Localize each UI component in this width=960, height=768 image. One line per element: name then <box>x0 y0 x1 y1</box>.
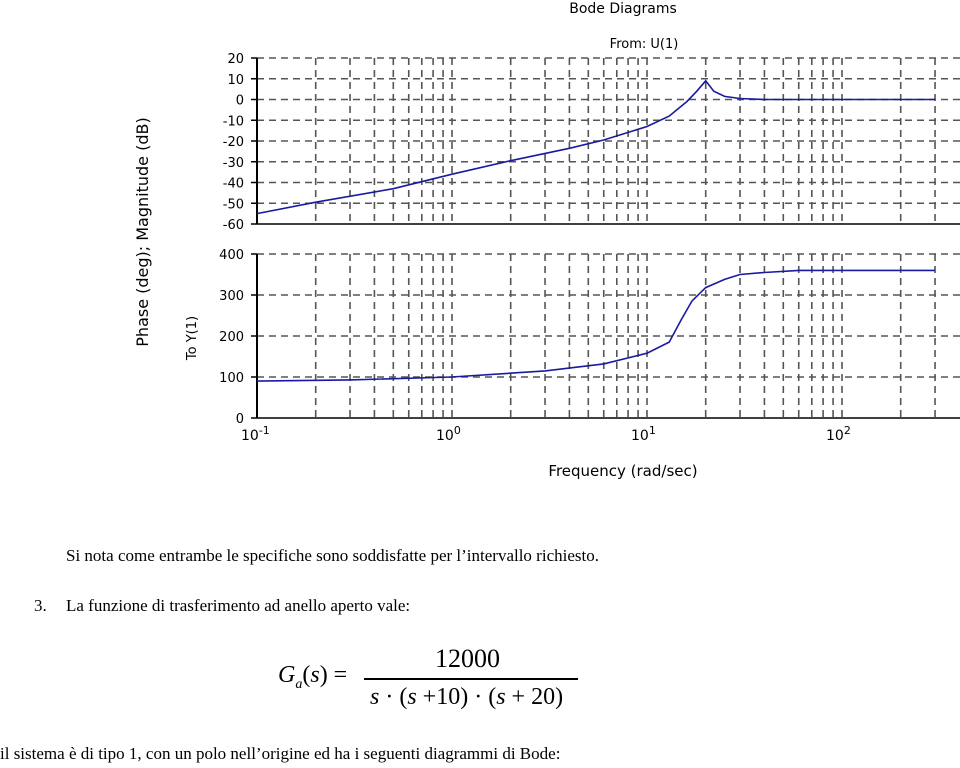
magnitude-y-tick-label: 0 <box>235 93 244 109</box>
magnitude-panel <box>223 52 960 233</box>
formula-lhs: $G_a(s)$ = <box>278 662 348 692</box>
phase-y-tick-label: 200 <box>219 330 244 345</box>
x-tick-label: $10^{-1}$ <box>241 424 270 444</box>
phase-y-tick-label: 0 <box>235 412 244 427</box>
y-axis-label-group <box>133 117 200 361</box>
x-tick-labels <box>241 424 851 444</box>
phase-y-tick-label: 100 <box>219 371 244 386</box>
list-item-number: 3. <box>34 596 47 615</box>
phase-y-tick-label: 400 <box>219 248 244 263</box>
transfer-function-formula <box>270 640 590 720</box>
magnitude-y-tick-label: 10 <box>227 72 244 88</box>
magnitude-y-tick-label: 20 <box>227 52 244 67</box>
output-label: To Y(1) <box>185 315 200 361</box>
formula-numerator: 12000 <box>435 644 500 673</box>
x-tick-label: $10^1$ <box>631 424 656 444</box>
paragraph-specifiche: Si nota come entrambe le specifiche sono soddisfatte per l’intervallo richiesto. <box>66 546 599 565</box>
magnitude-y-tick-label: -40 <box>222 176 244 192</box>
magnitude-y-ticks <box>223 52 257 233</box>
x-tick-label: $10^2$ <box>826 424 851 444</box>
figure-title: Bode Diagrams <box>569 1 677 17</box>
magnitude-y-tick-label: -30 <box>222 155 244 171</box>
magnitude-y-tick-label: -10 <box>222 114 244 130</box>
x-tick-label: $10^0$ <box>436 424 461 444</box>
magnitude-y-tick-label: -20 <box>222 135 244 150</box>
input-label: From: U(1) <box>609 37 679 52</box>
formula-denominator: s · (s +10) · (s + 20) <box>370 684 564 710</box>
magnitude-y-tick-label: -60 <box>222 218 244 233</box>
x-axis-label: Frequency (rad/sec) <box>548 462 698 480</box>
paragraph-sistema: il sistema è di tipo 1, con un polo nell’origine ed ha i seguenti diagrammi di Bode: <box>0 744 561 763</box>
phase-y-ticks <box>219 248 257 427</box>
list-item-text: La funzione di trasferimento ad anello aperto vale: <box>66 596 411 615</box>
phase-panel <box>219 248 960 427</box>
formula-fraction-bar <box>364 678 578 680</box>
y-axis-label: Phase (deg); Magnitude (dB) <box>133 117 152 347</box>
phase-y-tick-label: 300 <box>219 289 244 304</box>
magnitude-y-tick-label: -50 <box>222 197 244 213</box>
